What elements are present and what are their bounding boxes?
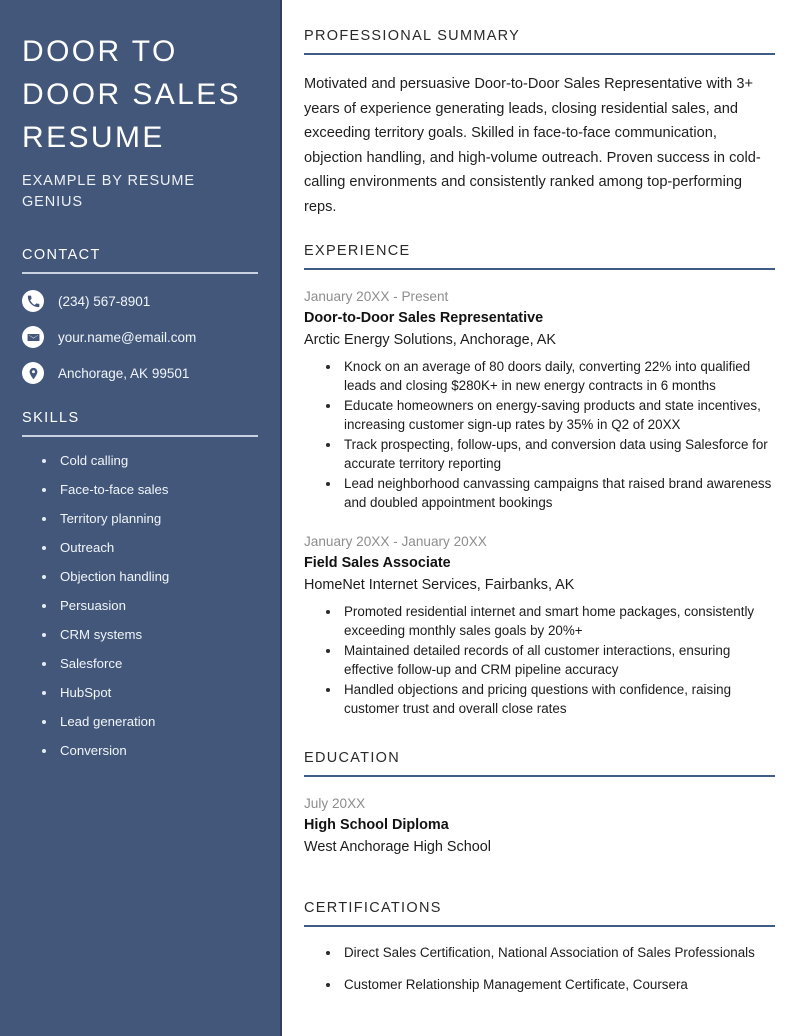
list-item: Persuasion [26, 598, 258, 614]
list-item: Educate homeowners on energy-saving products and state incentives, increasing customer sign-up rates by 35% in Q2 of 20XX [304, 397, 775, 434]
experience-heading: EXPERIENCE [304, 243, 411, 259]
experience-entry [304, 532, 775, 718]
education-section [304, 750, 775, 858]
list-item: Track prospecting, follow-ups, and conversion data using Salesforce for accurate territory reporting [304, 436, 775, 473]
list-item: Salesforce [26, 656, 258, 672]
professional-summary-divider [304, 53, 775, 55]
list-item: Maintained detailed records of all customer interactions, ensuring effective follow-up and CRM pipeline accuracy [304, 642, 775, 679]
certifications-section [304, 900, 775, 994]
list-item: Customer Relationship Management Certificate, Coursera [304, 976, 775, 995]
skills-heading: SKILLS [22, 410, 80, 426]
entry-degree-title: High School Diploma [304, 817, 449, 833]
section-spacer [304, 878, 775, 900]
contact-divider [22, 272, 258, 274]
resume-title: DOOR TO DOOR SALES RESUME [22, 35, 242, 154]
contact-list [22, 290, 258, 384]
experience-divider [304, 268, 775, 270]
skills-section [22, 410, 258, 759]
professional-summary-heading: PROFESSIONAL SUMMARY [304, 28, 521, 44]
entry-date: January 20XX - January 20XX [304, 534, 487, 549]
certifications-list [304, 944, 775, 994]
list-item: Direct Sales Certification, National Association of Sales Professionals [304, 944, 775, 963]
main-content [282, 0, 800, 1036]
professional-summary-section [304, 28, 775, 219]
entry-date: July 20XX [304, 796, 366, 811]
certifications-heading: CERTIFICATIONS [304, 900, 442, 916]
experience-entry [304, 287, 775, 512]
resume-subtitle: EXAMPLE BY RESUME GENIUS [22, 173, 195, 210]
location-value: Anchorage, AK 99501 [58, 365, 190, 381]
list-item: Objection handling [26, 569, 258, 585]
location-pin-icon [22, 362, 44, 384]
entry-date: January 20XX - Present [304, 289, 449, 304]
entry-school: West Anchorage High School [304, 839, 491, 855]
education-heading: EDUCATION [304, 750, 401, 766]
education-divider [304, 775, 775, 777]
list-item: Territory planning [26, 511, 258, 527]
entry-bullet-list [304, 358, 775, 512]
list-item: Handled objections and pricing questions with confidence, raising customer trust and overall close rates [304, 681, 775, 718]
experience-section [304, 243, 775, 718]
list-item: Face-to-face sales [26, 482, 258, 498]
list-item: Outreach [26, 540, 258, 556]
phone-value: (234) 567-8901 [58, 293, 151, 309]
list-item: Conversion [26, 743, 258, 759]
list-item: HubSpot [26, 685, 258, 701]
list-item: Promoted residential internet and smart home packages, consistently exceeding monthly sales goals by 20%+ [304, 603, 775, 640]
skills-list [22, 453, 258, 759]
entry-organization: HomeNet Internet Services, Fairbanks, AK [304, 577, 575, 593]
professional-summary-text: Motivated and persuasive Door-to-Door Sales Representative with 3+ years of experience generating leads, closing residential sales, and exceeding territory goals. Skilled in face-to-face communication, objection handling, and high-volume outreach. Proven success in cold-calling environments and consistently ranked among top-performing reps. [304, 76, 761, 215]
list-item: Lead neighborhood canvassing campaigns that raised brand awareness and doubled appointment bookings [304, 475, 775, 512]
list-item: Cold calling [26, 453, 258, 469]
entry-job-title: Field Sales Associate [304, 555, 451, 571]
education-entry [304, 794, 775, 858]
contact-heading: CONTACT [22, 247, 101, 263]
entry-job-title: Door-to-Door Sales Representative [304, 310, 544, 326]
list-item: CRM systems [26, 627, 258, 643]
entry-organization: Arctic Energy Solutions, Anchorage, AK [304, 332, 556, 348]
sidebar [0, 0, 282, 1036]
contact-item-location[interactable] [22, 362, 258, 384]
contact-item-phone[interactable] [22, 290, 258, 312]
contact-section [22, 247, 258, 384]
skills-divider [22, 435, 258, 437]
phone-icon [22, 290, 44, 312]
contact-item-email[interactable] [22, 326, 258, 348]
email-value: your.name@email.com [58, 329, 197, 345]
list-item: Lead generation [26, 714, 258, 730]
certifications-divider [304, 925, 775, 927]
section-spacer [304, 738, 775, 750]
list-item: Knock on an average of 80 doors daily, converting 22% into qualified leads and closing $280K+ in new energy contracts in 6 months [304, 358, 775, 395]
entry-bullet-list [304, 603, 775, 718]
envelope-icon [22, 326, 44, 348]
